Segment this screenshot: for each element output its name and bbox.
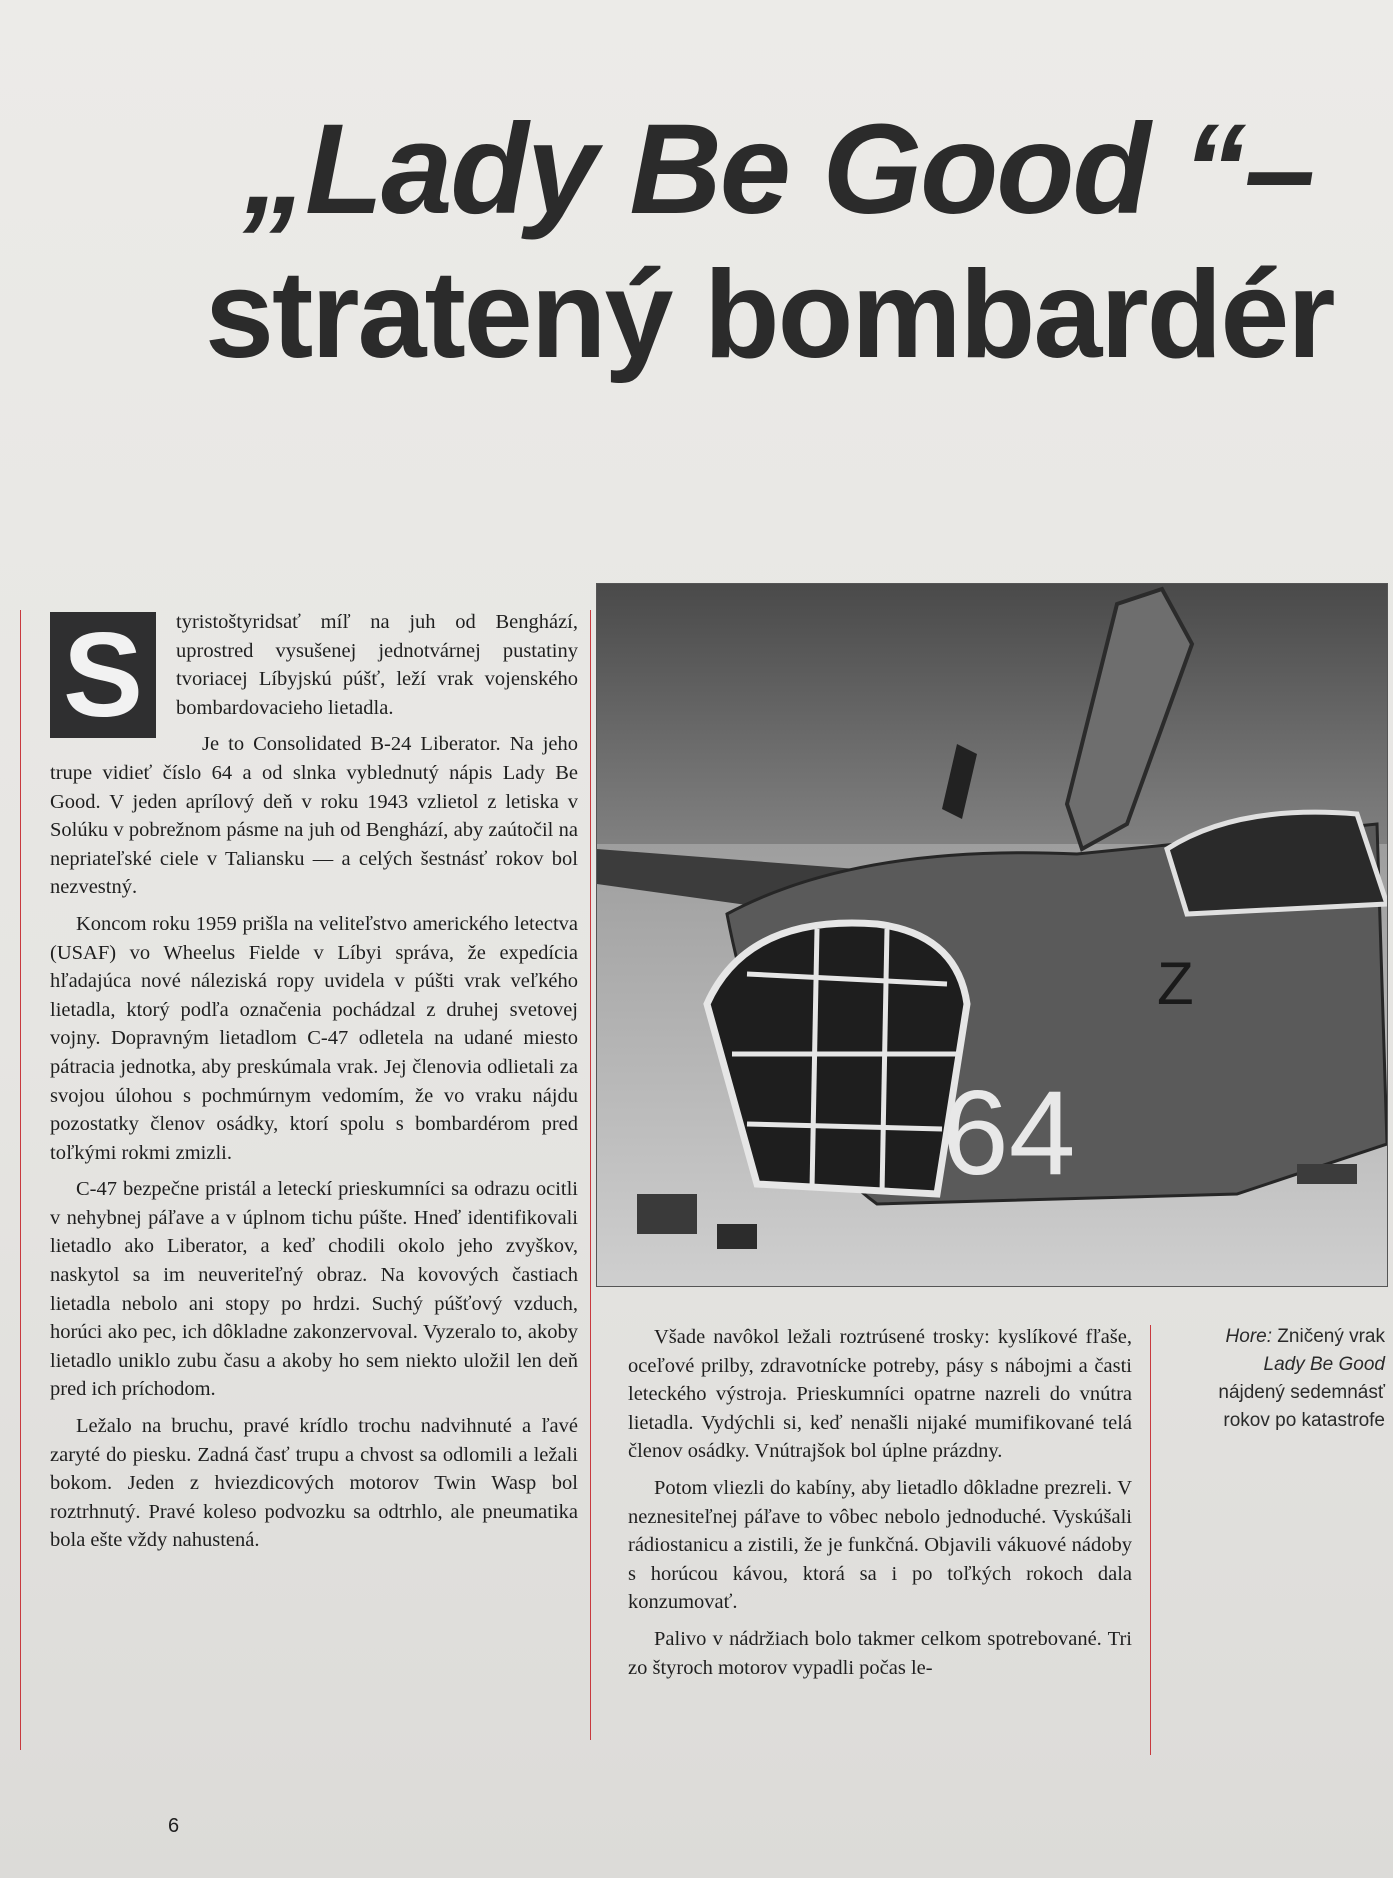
drop-cap: S xyxy=(50,612,156,738)
paragraph-text: tyristoštyridsať míľ na juh od Benghází, uprostred vysušenej jednotvárnej pustatiny tvoriacej Líbyjskú púšť, leží vrak vojenského bombardovacieho lietadla. xyxy=(176,611,578,719)
caption-aircraft: Lady Be Good xyxy=(1263,1354,1385,1375)
caption-label: Hore: xyxy=(1225,1326,1273,1347)
column-rule-middle xyxy=(590,610,591,1740)
article-paragraph: Potom vliezli do kabíny, aby lietadlo dôkladne prezreli. V neznesiteľnej páľave to vôbec nebolo jednoduché. Vyskúšali rádiostanicu a zistili, že je funkčná. Objavili vákuové nádoby s horúcou kávou, ktorá sa i po toľkých rokoch dala konzumovať. xyxy=(628,1476,1132,1614)
article-paragraph: Všade navôkol ležali roztrúsené trosky: kyslíkové fľaše, oceľové prilby, zdravotnícke potreby, pásy s nábojmi a časti leteckého výstroja. Prieskumníci opatrne nazreli do vnútra lietadla. Vydýchli si, keď nenašli nijaké mumifikované telá členov osádky. Vnútrajšok bol úplne prázdny. xyxy=(628,1326,1132,1463)
caption-text: nájdený sedemnásť rokov po katastrofe xyxy=(1218,1382,1385,1431)
article-paragraph: Palivo v nádržiach bolo takmer celkom spotrebované. Tri zo štyroch motorov vypadli počas le- xyxy=(628,1627,1132,1679)
article-paragraph xyxy=(50,608,578,742)
photo-caption xyxy=(1180,1323,1385,1435)
article-paragraph: Ležalo na bruchu, pravé krídlo trochu nadvihnuté a ľavé zaryté do piesku. Zadná časť trupu a chvost sa odlomili a ležali bokom. Jeden z hviezdicových motorov Twin Wasp bol roztrhnutý. Pravé koleso podvozku sa odtrhlo, ale pneumatika bola ešte vždy nahustená. xyxy=(50,1415,578,1552)
article-left-column xyxy=(50,608,578,1555)
caption-text: Zničený vrak xyxy=(1272,1326,1385,1347)
fuselage-number: 64 xyxy=(942,1066,1076,1200)
page-number: 6 xyxy=(168,1815,180,1837)
column-rule-left xyxy=(20,610,21,1750)
page-title xyxy=(205,95,1335,385)
article-paragraph: Koncom roku 1959 prišla na veliteľstvo amerického letectva (USAF) vo Wheelus Fielde v Líbyi správa, že expedícia hľadajúca nové náleziská ropy uvidela v púšti vrak veľkého lietadla, ktorý podľa označenia pochádzal z druhej svetovej vojny. Dopravným lietadlom C-47 odletela na udané miesto pátracia jednotka, aby preskúmala vrak. Jej členovia odlietali za svojou úlohou s pochmúrnym vedomím, že vo vraku nájdu pozostatky členov osádky, ktorí spolu s bombardérom pred toľkými rokmi zmizli. xyxy=(50,912,578,1164)
article-paragraph: C-47 bezpečne pristál a leteckí prieskumníci sa odrazu ocitli v nehybnej páľave a v úplnom tichu púšte. Hneď identifikovali lietadlo ako Liberator, a keď chodili okolo jeho zvyškov, naskytol sa im neuveriteľný obraz. Na kovových častiach lietadla nebolo ani stopy po hrdzi. Suchý púšťový vzduch, horúci ako pec, ich dôkladne zakonzervoval. Vyzeralo to, akoby lietadlo uniklo zubu času a akoby ho sem niekto uložil len deň pred ich príchodom. xyxy=(50,1178,578,1401)
title-line-1: „Lady Be Good “– xyxy=(243,98,1314,241)
article-paragraph: Je to Consolidated B-24 Liberator. Na jeho trupe vidieť číslo 64 a od slnka vyblednutý nápis Lady Be Good. V jeden aprílový deň v roku 1943 vzlietol z letiska v Solúku v pobrežnom pásme na juh od Benghází, aby zaútočil na nepriateľské ciele v Taliansku — a celých šestnásť rokov bol nezvestný. xyxy=(50,733,578,899)
article-right-column xyxy=(628,1323,1132,1682)
fuselage-letter: Z xyxy=(1157,950,1194,1017)
title-line-2: stratený bombardér xyxy=(205,246,1334,384)
column-rule-right xyxy=(1150,1325,1151,1755)
wreck-photo xyxy=(596,583,1388,1287)
